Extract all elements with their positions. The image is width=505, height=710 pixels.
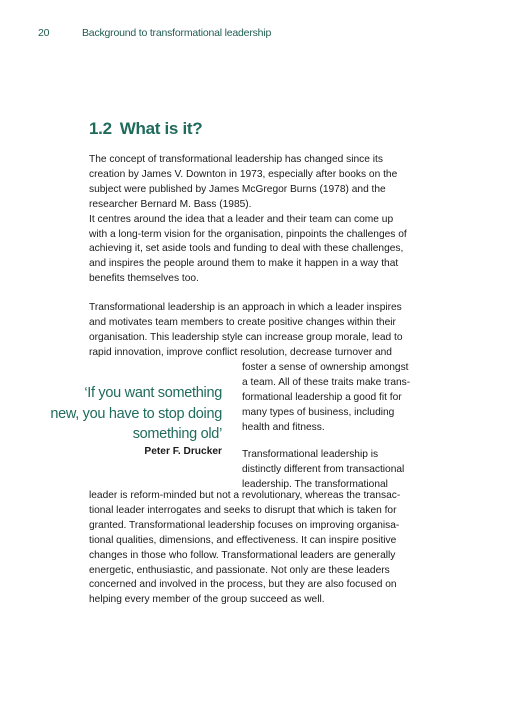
pull-quote	[0, 383, 222, 457]
text-line: many types of business, including	[242, 406, 395, 418]
paragraph-2	[89, 301, 403, 361]
text-line: with a long-term vision for the organisation, pinpoints the challenges of	[89, 228, 407, 240]
paragraph-3	[89, 489, 400, 608]
text-line: organisation. This leadership style can increase group morale, lead to	[89, 331, 403, 343]
text-line: tional leader interrogates and seeks to disrupt that which is taken for	[89, 504, 397, 516]
text-line: formational leadership a good fit for	[242, 391, 402, 403]
text-line: concerned and involved in the process, but they are also focused on	[89, 579, 397, 591]
paragraph-1	[89, 153, 407, 287]
section-heading	[89, 119, 202, 139]
text-line: leadership. The transformational	[242, 478, 388, 490]
text-line: benefits themselves too.	[89, 273, 199, 285]
text-line: and motivates team members to create positive changes within their	[89, 316, 396, 328]
section-number: 1.2	[89, 119, 112, 138]
text-line: granted. Transformational leadership focuses on improving organisa-	[89, 519, 400, 531]
text-line: foster a sense of ownership amongst	[242, 362, 409, 373]
paragraph-3-right-column	[242, 448, 404, 493]
text-line: The concept of transformational leadership has changed since its	[89, 154, 383, 165]
text-line: energetic, enthusiastic, and passionate. Not only are these leaders	[89, 564, 390, 576]
text-line: achieving it, set aside tools and funding to deal with these challenges,	[89, 243, 404, 255]
text-line: tional qualities, dimensions, and effectiveness. It can inspire positive	[89, 534, 397, 546]
quote-author: Peter F. Drucker	[144, 445, 222, 457]
text-line: Transformational leadership is an approach in which a leader inspires	[89, 302, 402, 313]
quote-line: ‘If you want something	[84, 385, 222, 401]
text-line: leader is reform-minded but not a revolutionary, whereas the transac-	[89, 490, 401, 501]
text-line: subject were published by James McGregor Burns (1978) and the	[89, 183, 386, 195]
text-line: changes in those who follow. Transformational leaders are generally	[89, 549, 396, 561]
pull-quote-text	[0, 383, 222, 445]
page-number: 20	[38, 27, 50, 39]
quote-line: new, you have to stop doing	[50, 405, 222, 422]
text-line: creation by James V. Downton in 1973, especially after books on the	[89, 168, 398, 180]
running-title: Background to transformational leadership	[82, 27, 272, 39]
text-line: It centres around the idea that a leader and their team can come up	[89, 213, 394, 225]
text-line: helping every member of the group succeed as well.	[89, 594, 325, 606]
text-line: Transformational leadership is	[242, 449, 379, 460]
running-header	[38, 27, 271, 39]
text-line: distinctly different from transactional	[242, 463, 405, 475]
text-line: rapid innovation, improve conflict resolution, decrease turnover and	[89, 346, 392, 358]
paragraph-2-right-column	[242, 361, 410, 436]
text-line: researcher Bernard M. Bass (1985).	[89, 198, 252, 210]
text-line: and inspires the people around them to make it happen in a way that	[89, 258, 399, 270]
section-title: What is it?	[119, 119, 203, 138]
text-line: health and fitness.	[242, 421, 325, 433]
text-line: a team. All of these traits make trans-	[242, 376, 411, 388]
quote-line: something old’	[132, 426, 222, 442]
